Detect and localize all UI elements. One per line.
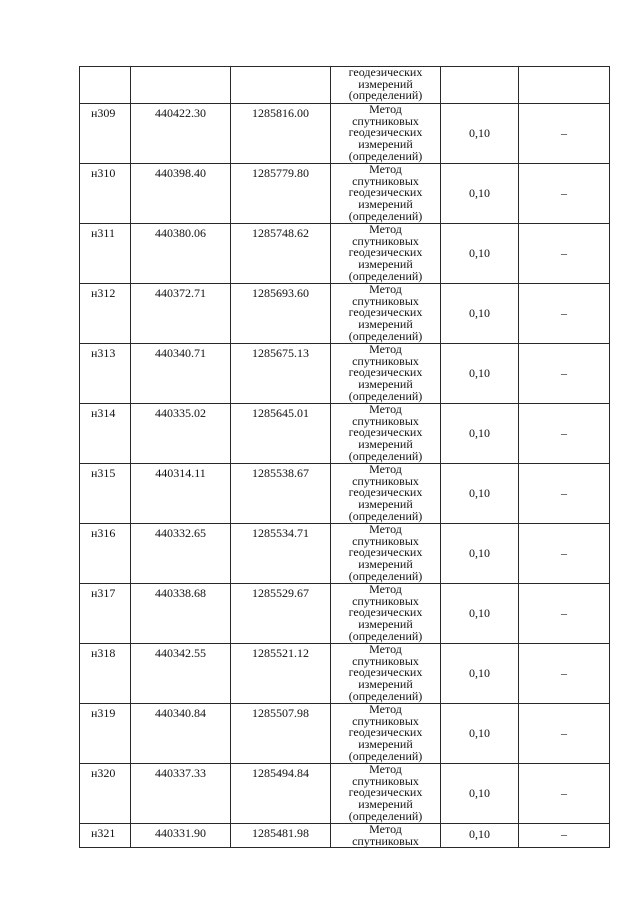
point-name-cell: н312: [80, 284, 131, 344]
y-coordinate-cell: 1285675.13: [231, 344, 331, 404]
accuracy-cell: 0,10: [441, 584, 519, 644]
method-line: (определений): [348, 688, 423, 703]
y-coordinate-cell: 1285816.00: [231, 104, 331, 164]
method-cell: [331, 224, 441, 284]
extra-cell: –: [519, 164, 610, 224]
accuracy-cell: 0,10: [441, 284, 519, 344]
method-cell: [331, 644, 441, 704]
x-coordinate-cell: 440422.30: [131, 104, 231, 164]
method-line: (определений): [348, 148, 423, 163]
method-line: измерений: [358, 797, 413, 812]
extra-cell: –: [519, 224, 610, 284]
method-line: измерений: [358, 76, 413, 91]
method-line: Метод: [369, 283, 402, 296]
method-line: Метод: [369, 223, 402, 236]
accuracy-cell: 0,10: [441, 344, 519, 404]
method-line: геодезических: [348, 125, 423, 140]
extra-cell: –: [519, 764, 610, 824]
y-coordinate-cell: 1285534.71: [231, 524, 331, 584]
y-coordinate-cell: 1285748.62: [231, 224, 331, 284]
accuracy-cell: [441, 67, 519, 104]
method-line: Метод: [369, 583, 402, 596]
accuracy-cell: 0,10: [441, 644, 519, 704]
point-name-cell: н314: [80, 404, 131, 464]
method-cell: [331, 464, 441, 524]
method-line: геодезических: [348, 365, 423, 380]
accuracy-cell: 0,10: [441, 824, 519, 848]
point-name-cell: н318: [80, 644, 131, 704]
table-row: [80, 764, 610, 824]
method-line: спутниковых: [352, 113, 419, 128]
coordinates-table: [79, 66, 610, 848]
table-row: [80, 464, 610, 524]
method-line: геодезических: [348, 485, 423, 500]
method-cell: [331, 404, 441, 464]
x-coordinate-cell: 440331.90: [131, 824, 231, 848]
x-coordinate-cell: [131, 67, 231, 104]
x-coordinate-cell: 440338.68: [131, 584, 231, 644]
table-row: [80, 404, 610, 464]
extra-cell: –: [519, 584, 610, 644]
method-cell: [331, 67, 441, 104]
method-line: геодезических: [348, 665, 423, 680]
extra-cell: –: [519, 464, 610, 524]
table-row-truncated: [80, 824, 610, 848]
point-name-cell: н317: [80, 584, 131, 644]
method-line: (определений): [348, 388, 423, 403]
x-coordinate-cell: 440335.02: [131, 404, 231, 464]
method-cell: [331, 344, 441, 404]
table-body: [80, 67, 610, 848]
method-line: геодезических: [348, 725, 423, 740]
method-line: (определений): [348, 808, 423, 823]
method-line: Метод: [369, 343, 402, 356]
method-cell: [331, 164, 441, 224]
method-line: (определений): [348, 88, 423, 103]
point-name-cell: н319: [80, 704, 131, 764]
extra-cell: –: [519, 524, 610, 584]
method-cell: [331, 104, 441, 164]
table-row: [80, 224, 610, 284]
method-line: спутниковых: [352, 353, 419, 368]
method-line: геодезических: [348, 425, 423, 440]
point-name-cell: н320: [80, 764, 131, 824]
x-coordinate-cell: 440314.11: [131, 464, 231, 524]
method-line: (определений): [348, 628, 423, 643]
method-line: (определений): [348, 328, 423, 343]
method-line: (определений): [348, 568, 423, 583]
method-line: измерений: [358, 497, 413, 512]
y-coordinate-cell: 1285538.67: [231, 464, 331, 524]
table-row: [80, 284, 610, 344]
point-name-cell: н315: [80, 464, 131, 524]
method-line: измерений: [358, 137, 413, 152]
method-line: спутниковых: [352, 293, 419, 308]
method-line: измерений: [358, 197, 413, 212]
point-name-cell: н311: [80, 224, 131, 284]
y-coordinate-cell: 1285494.84: [231, 764, 331, 824]
y-coordinate-cell: 1285507.98: [231, 704, 331, 764]
extra-cell: [519, 67, 610, 104]
extra-cell: –: [519, 704, 610, 764]
method-line: спутниковых: [352, 413, 419, 428]
method-line: (определений): [348, 208, 423, 223]
method-cell: [331, 764, 441, 824]
method-line: измерений: [358, 437, 413, 452]
method-line: (определений): [348, 748, 423, 763]
table-row: [80, 644, 610, 704]
accuracy-cell: 0,10: [441, 464, 519, 524]
method-line: измерений: [358, 317, 413, 332]
table-row: [80, 164, 610, 224]
method-line: Метод: [369, 643, 402, 656]
method-line: геодезических: [348, 785, 423, 800]
point-name-cell: н309: [80, 104, 131, 164]
method-cell: [331, 704, 441, 764]
x-coordinate-cell: 440337.33: [131, 764, 231, 824]
method-line: Метод: [369, 463, 402, 476]
method-line: измерений: [358, 737, 413, 752]
method-line: измерений: [358, 617, 413, 632]
method-line: спутниковых: [352, 533, 419, 548]
method-line: Метод: [369, 103, 402, 116]
method-line: Метод: [369, 163, 402, 176]
x-coordinate-cell: 440332.65: [131, 524, 231, 584]
extra-cell: –: [519, 104, 610, 164]
x-coordinate-cell: 440340.71: [131, 344, 231, 404]
method-line: спутниковых: [352, 233, 419, 248]
extra-cell: –: [519, 344, 610, 404]
point-name-cell: н321: [80, 824, 131, 848]
method-line: спутниковых: [352, 713, 419, 728]
accuracy-cell: 0,10: [441, 224, 519, 284]
extra-cell: –: [519, 284, 610, 344]
extra-cell: –: [519, 644, 610, 704]
method-cell: [331, 824, 441, 848]
method-line: геодезических: [348, 185, 423, 200]
method-line: Метод: [369, 403, 402, 416]
point-name-cell: н310: [80, 164, 131, 224]
method-cell: [331, 524, 441, 584]
method-cell: [331, 584, 441, 644]
accuracy-cell: 0,10: [441, 104, 519, 164]
method-line: Метод: [369, 523, 402, 536]
method-line: измерений: [358, 677, 413, 692]
table-row-continued: [80, 67, 610, 104]
method-line: (определений): [348, 448, 423, 463]
method-line: спутниковых: [352, 833, 419, 848]
table-row: [80, 524, 610, 584]
method-line: измерений: [358, 257, 413, 272]
accuracy-cell: 0,10: [441, 764, 519, 824]
y-coordinate-cell: 1285521.12: [231, 644, 331, 704]
method-line: Метод: [369, 823, 402, 836]
method-line: (определений): [348, 508, 423, 523]
method-line: геодезических: [348, 605, 423, 620]
method-line: спутниковых: [352, 593, 419, 608]
x-coordinate-cell: 440342.55: [131, 644, 231, 704]
extra-cell: –: [519, 404, 610, 464]
y-coordinate-cell: 1285529.67: [231, 584, 331, 644]
method-line: спутниковых: [352, 173, 419, 188]
y-coordinate-cell: 1285693.60: [231, 284, 331, 344]
method-line: геодезических: [348, 305, 423, 320]
point-name-cell: н313: [80, 344, 131, 404]
y-coordinate-cell: 1285645.01: [231, 404, 331, 464]
method-line: (определений): [348, 268, 423, 283]
y-coordinate-cell: [231, 67, 331, 104]
accuracy-cell: 0,10: [441, 704, 519, 764]
x-coordinate-cell: 440340.84: [131, 704, 231, 764]
method-line: измерений: [358, 557, 413, 572]
method-line: геодезических: [348, 66, 423, 79]
method-line: спутниковых: [352, 473, 419, 488]
method-cell: [331, 284, 441, 344]
x-coordinate-cell: 440380.06: [131, 224, 231, 284]
point-name-cell: [80, 67, 131, 104]
y-coordinate-cell: 1285481.98: [231, 824, 331, 848]
table-row: [80, 104, 610, 164]
method-line: измерений: [358, 377, 413, 392]
method-line: спутниковых: [352, 773, 419, 788]
method-line: геодезических: [348, 545, 423, 560]
y-coordinate-cell: 1285779.80: [231, 164, 331, 224]
accuracy-cell: 0,10: [441, 524, 519, 584]
accuracy-cell: 0,10: [441, 404, 519, 464]
x-coordinate-cell: 440372.71: [131, 284, 231, 344]
method-line: спутниковых: [352, 653, 419, 668]
x-coordinate-cell: 440398.40: [131, 164, 231, 224]
method-line: геодезических: [348, 245, 423, 260]
extra-cell: –: [519, 824, 610, 848]
method-line: Метод: [369, 763, 402, 776]
point-name-cell: н316: [80, 524, 131, 584]
table-row: [80, 344, 610, 404]
table-row: [80, 584, 610, 644]
method-line: Метод: [369, 703, 402, 716]
table-row: [80, 704, 610, 764]
accuracy-cell: 0,10: [441, 164, 519, 224]
